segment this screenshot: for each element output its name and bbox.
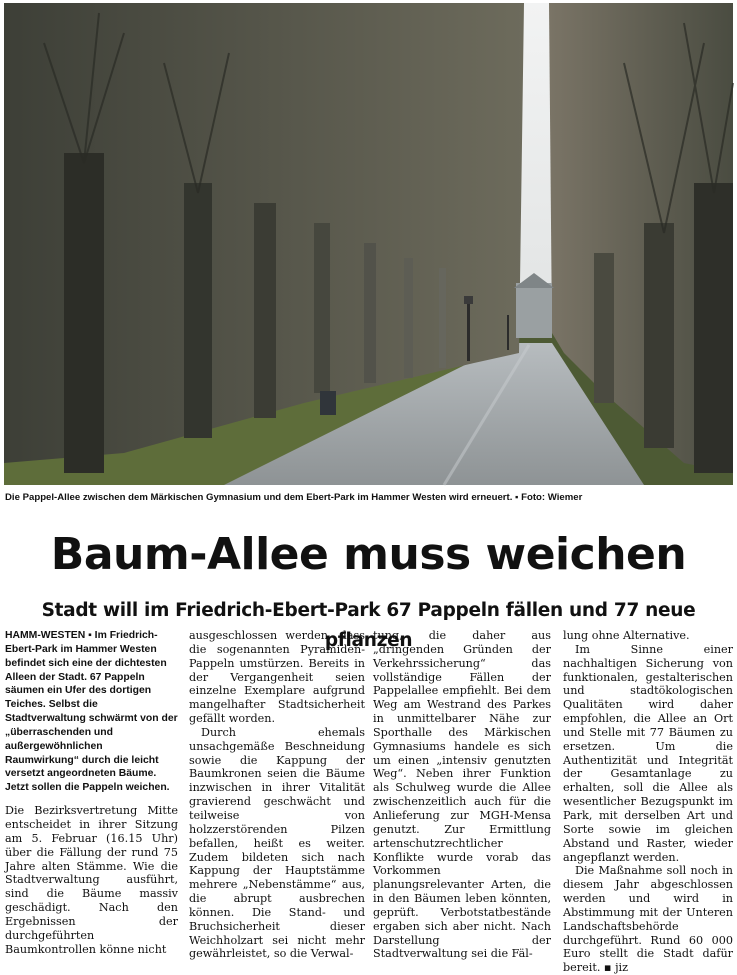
article-lead: HAMM-WESTEN ▪ Im Friedrich-Ebert-Park im Hammer Westen befindet sich eine der dichtesten Alleen der Stadt. 67 Pappeln säumen ein Ufer des dortigen Teiches. Selbst die Stadtverwaltung schwärmt von der „überraschenden und außergewöhnlichen Raumwirkung“ durch die leicht versetzt angeordneten Bäume. Jetzt sollen die Pappeln weichen. [5, 630, 178, 794]
article-paragraph: tung, die daher aus „dringenden Gründen der Verkehrssicherung“ das vollständige Fällen der Pappelallee empfiehlt. Bei dem Weg am Westrand des Parkes in unmittelbarer Nähe zur Sporthalle des Märkischen Gymnasiums handele es sich um einen „intensiv genutzten Weg“. Neben ihrer Funktion als Schulweg wurde die Allee zwischenzeitlich auch für die Anlieferung zur MGH-Mensa genutzt. Zur Ermittlung artenschutzrechtlicher Konflikte wurde vorab das Vorkommen planungsrelevanter Arten, die in den Bäumen leben könnten, geprüft. Verbotstatbestände ergaben sich aber nicht. Nach Darstellung der Stadtverwaltung sei die Fäl- [373, 629, 551, 961]
photo-poplar-avenue [4, 3, 733, 485]
headline: Baum-Allee muss weichen [50, 529, 687, 580]
article-column-1 [5, 629, 178, 963]
article-column-4 [563, 629, 733, 975]
photo-caption: Die Pappel-Allee zwischen dem Märkischen Gymnasium und dem Ebert-Park im Hammer Westen wird erneuert. ▪ Foto: Wiemer [5, 492, 583, 503]
article-paragraph: Im Sinne einer nachhaltigen Sicherung von funktionalen, gestalterischen und stadtökologischen Qualitäten wird daher empfohlen, die Allee an Ort und Stelle mit 77 Bäumen zu ersetzen. Um die Authentizität und Integrität der Gesamtanlage zu erhalten, soll die Allee als wesentlicher Bezugspunkt im Park, mit derselben Art und Sorte sowie im gleichen Abstand und Raster, wieder angepflanzt werden. [563, 642, 733, 864]
article-paragraph: lung ohne Alternative. [563, 629, 690, 642]
article-paragraph: ausgeschlossen werden, dass die sogenannten Pyramiden-Pappeln umstürzen. Bereits in der Vergangenheit seien einzelne Exemplare aufgrund mangelhafter Stadtsicherheit gefällt worden. [189, 629, 365, 726]
article-paragraph: Die Bezirksvertretung Mitte entscheidet in ihrer Sitzung am 5. Februar (16.15 Uhr) über die Fällung der rund 75 Jahre alten Stämme. Wie die Stadtverwaltung ausführt, sind die Bäume massiv geschädigt. Nach den Ergebnissen der durchgeführten Baumkontrollen könne nicht [5, 804, 178, 956]
poplar-avenue-photo [4, 3, 733, 485]
article-paragraph: Durch ehemals unsachgemäße Beschneidung sowie die Kappung der Baumkronen seien die Bäume inzwischen in ihrer Vitalität gravierend geschwächt und teilweise von holzzerstörenden Pilzen befallen, heißt es weiter. Zudem bildeten sich nach Kappung der Hauptstämme mehrere „Nebenstämme“ aus, die abrupt ausbrechen können. Die Stand- und Bruchsicherheit dieser Weichholzart sei nicht mehr gewährleistet, so die Verwal- [189, 725, 365, 961]
article-column-3 [373, 629, 551, 963]
subheadline: Stadt will im Friedrich-Ebert-Park 67 Pappeln fällen und 77 neue pflanzen [41, 600, 696, 651]
article-paragraph: Die Maßnahme soll noch in diesem Jahr abgeschlossen werden und wird in Abstimmung mit der Unteren Landschaftsbehörde durchgeführt. Rund 60 000 Euro stellt die Stadt dafür bereit. ▪ jiz [563, 864, 733, 975]
article-column-2 [189, 629, 365, 963]
